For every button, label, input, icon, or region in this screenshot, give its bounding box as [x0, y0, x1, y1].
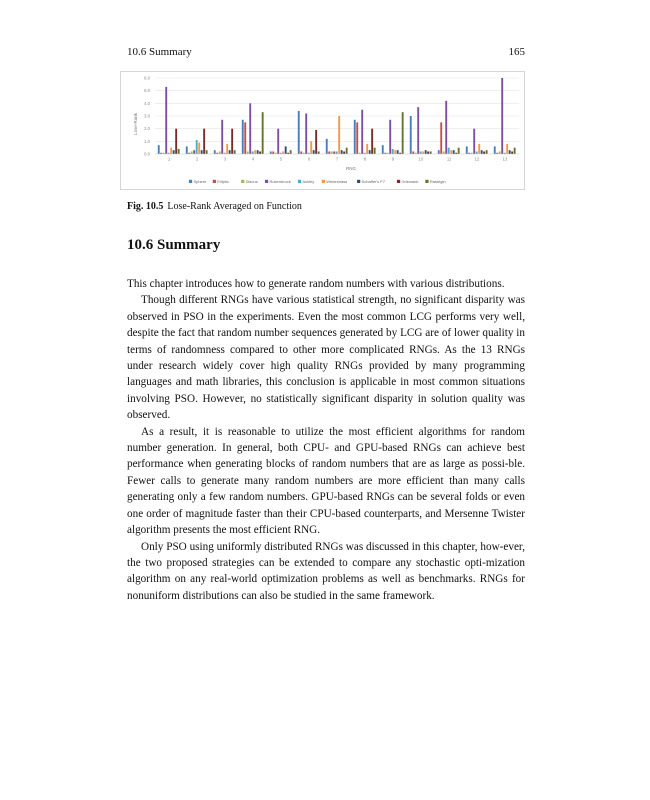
x-tick-label: 6 — [307, 156, 311, 162]
bar — [509, 150, 511, 154]
paragraph: Only PSO using uniformly distributed RNGs was discussed in this chapter, how-ever, the two proposed strategies can be extended to compare any stochastic opti-mization algorithm on any real-world optimization problems as well as benchmarks. RNGs for nonuniform distributions can also be studied in the same framework. — [127, 540, 525, 602]
bar — [420, 151, 422, 154]
bar — [193, 150, 195, 154]
bar — [346, 148, 348, 154]
bar — [234, 150, 236, 154]
x-tick-label: 9 — [391, 156, 395, 162]
legend-swatch — [397, 180, 400, 183]
bar — [473, 129, 475, 154]
legend-swatch — [189, 180, 192, 183]
legend-swatch — [357, 180, 360, 183]
figure-caption — [127, 201, 302, 212]
bar — [229, 150, 231, 154]
bar — [371, 129, 373, 154]
bar — [262, 112, 264, 154]
bar — [361, 110, 363, 154]
x-tick-label: 11 — [446, 156, 452, 162]
y-tick-label: 4.0 — [144, 100, 150, 106]
bar — [440, 122, 442, 154]
legend-label: Schaffer's F7 — [361, 179, 385, 184]
chart-legend — [189, 179, 446, 184]
bar — [369, 150, 371, 154]
legend-label: Elliptic — [217, 179, 229, 184]
x-tick-label: 8 — [363, 156, 367, 162]
bar — [170, 148, 172, 154]
bar — [450, 150, 452, 154]
bar — [481, 150, 483, 154]
bar — [173, 150, 175, 154]
bar — [438, 150, 440, 154]
bar — [201, 150, 203, 154]
x-tick-label: 7 — [335, 156, 339, 162]
legend-swatch — [241, 180, 244, 183]
legend-label: Sphere — [193, 179, 207, 184]
bar — [458, 148, 460, 154]
bar — [214, 150, 216, 154]
bar — [336, 151, 338, 154]
x-tick-label: 12 — [474, 156, 480, 162]
y-tick-label: 1.0 — [144, 138, 150, 144]
paragraph: This chapter introduces how to generate random numbers with various distributions. — [127, 278, 505, 290]
bar — [310, 141, 312, 154]
bar — [374, 148, 376, 154]
bar — [331, 151, 333, 154]
bar — [389, 120, 391, 154]
x-tick-label: 13 — [502, 156, 508, 162]
bar — [315, 130, 317, 154]
paragraph: Though different RNGs have various statistical strength, no significant disparity was observed in PSO in the experiments. Even the most common LCG performs very well, despite the fact that random number sequences generated by LCG are of lower quality in terms of randomness compared to other more complicated RNGs. As the 13 RNGs under research widely cover high quality RNGs provided by many programming languages and math libraries, this conclusion is applicable in most common situations involving PSO. However, no statistically significant disparity in solution quality was observed. — [127, 294, 525, 422]
bar — [226, 144, 228, 154]
bar — [186, 146, 188, 154]
y-tick-label: 2.0 — [144, 126, 150, 132]
bar — [247, 151, 249, 154]
bar — [196, 140, 198, 154]
bar — [257, 150, 259, 154]
body-text — [127, 276, 525, 604]
legend-swatch — [425, 180, 428, 183]
bar — [483, 151, 485, 154]
bar — [206, 150, 208, 154]
bar — [382, 145, 384, 154]
legend-label: Discus — [245, 179, 258, 184]
bar — [298, 111, 300, 154]
figure-caption-text: Lose-Rank Averaged on Function — [167, 201, 302, 212]
legend-label: Rastrigin — [429, 179, 446, 184]
bar — [427, 151, 429, 154]
bar — [343, 151, 345, 154]
bar — [191, 151, 193, 154]
y-tick-label: 5.0 — [144, 88, 150, 94]
bar — [448, 148, 450, 154]
bar — [430, 151, 432, 154]
bar — [338, 116, 340, 154]
x-tick-label: 3 — [223, 156, 227, 162]
legend-swatch — [213, 180, 216, 183]
bar — [397, 150, 399, 154]
bar — [445, 101, 447, 154]
bar — [506, 144, 508, 154]
legend-label: Weierstrass — [326, 179, 348, 184]
legend-label: Griewank — [401, 179, 419, 184]
bar — [175, 129, 177, 154]
bar — [259, 151, 261, 154]
x-tick-label: 5 — [279, 156, 283, 162]
x-tick-label: 4 — [251, 156, 255, 162]
bar — [394, 150, 396, 154]
bar — [231, 129, 233, 154]
bar — [326, 139, 328, 154]
bar — [219, 151, 221, 154]
bar — [366, 144, 368, 154]
y-tick-label: 0.0 — [144, 151, 150, 157]
bar — [486, 150, 488, 154]
legend-label: Rosenbrock — [269, 179, 291, 184]
bar — [514, 148, 516, 154]
bar — [341, 150, 343, 154]
legend-swatch — [322, 180, 325, 183]
bar — [392, 149, 394, 154]
bar — [270, 151, 272, 154]
y-axis-label: Lose-Rank — [133, 113, 138, 135]
section-title: 10.6 Summary — [127, 237, 221, 253]
bar — [478, 144, 480, 154]
header-section: 10.6 Summary — [127, 46, 192, 58]
bar — [221, 120, 223, 154]
bar — [198, 143, 200, 154]
running-header — [127, 46, 525, 58]
bar — [412, 151, 414, 154]
bar — [290, 150, 292, 154]
bar — [476, 151, 478, 154]
figure-label: Fig. 10.5 — [127, 201, 164, 212]
bar — [511, 151, 513, 154]
bar — [422, 151, 424, 154]
legend-swatch — [298, 180, 301, 183]
bar-chart — [121, 72, 524, 189]
bar — [499, 151, 501, 154]
bar — [494, 146, 496, 154]
bar — [254, 150, 256, 154]
bar — [410, 116, 412, 154]
bar — [328, 151, 330, 154]
legend-swatch — [265, 180, 268, 183]
bar — [300, 151, 302, 154]
legend-label: Ackley — [302, 179, 315, 184]
x-axis-label: RNG — [346, 166, 356, 171]
bar — [203, 129, 205, 154]
bar — [249, 103, 251, 154]
bar — [242, 120, 244, 154]
x-tick-label: 10 — [418, 156, 424, 162]
bar — [313, 150, 315, 154]
bar — [272, 151, 274, 154]
bar — [165, 87, 167, 154]
bar — [425, 150, 427, 154]
bar — [318, 151, 320, 154]
bar — [305, 113, 307, 154]
bar — [417, 107, 419, 154]
header-page-number: 165 — [508, 46, 525, 58]
bar — [244, 122, 246, 154]
bar — [178, 149, 180, 154]
bar — [402, 112, 404, 154]
bar — [282, 151, 284, 154]
bar — [333, 151, 335, 154]
bar — [277, 129, 279, 154]
x-tick-label: 2 — [195, 156, 199, 162]
bar — [252, 151, 254, 154]
bar — [158, 145, 160, 154]
bar — [285, 146, 287, 154]
bar — [443, 151, 445, 154]
y-tick-label: 6.0 — [144, 75, 150, 81]
bar — [501, 78, 503, 154]
x-tick-label: 1 — [167, 156, 171, 162]
bar — [354, 120, 356, 154]
bar — [356, 122, 358, 154]
bar — [466, 146, 468, 154]
paragraph: As a result, it is reasonable to utilize the most efficient algorithms for random number generation. In general, both CPU- and GPU-based RNGs can achieve best performance when generating blocks of random numbers that are as large as possi-ble. Fewer calls to generate many random numbers are more efficient than many calls generating only a few random numbers. GPU-based RNGs can be several folds or even one order of magnitude faster than their CPU-based counterparts, and Mersenne Twister algorithm presents the most efficient RNG. — [127, 425, 525, 537]
y-tick-label: 3.0 — [144, 113, 150, 119]
figure-chart — [120, 71, 525, 190]
bar — [453, 150, 455, 154]
